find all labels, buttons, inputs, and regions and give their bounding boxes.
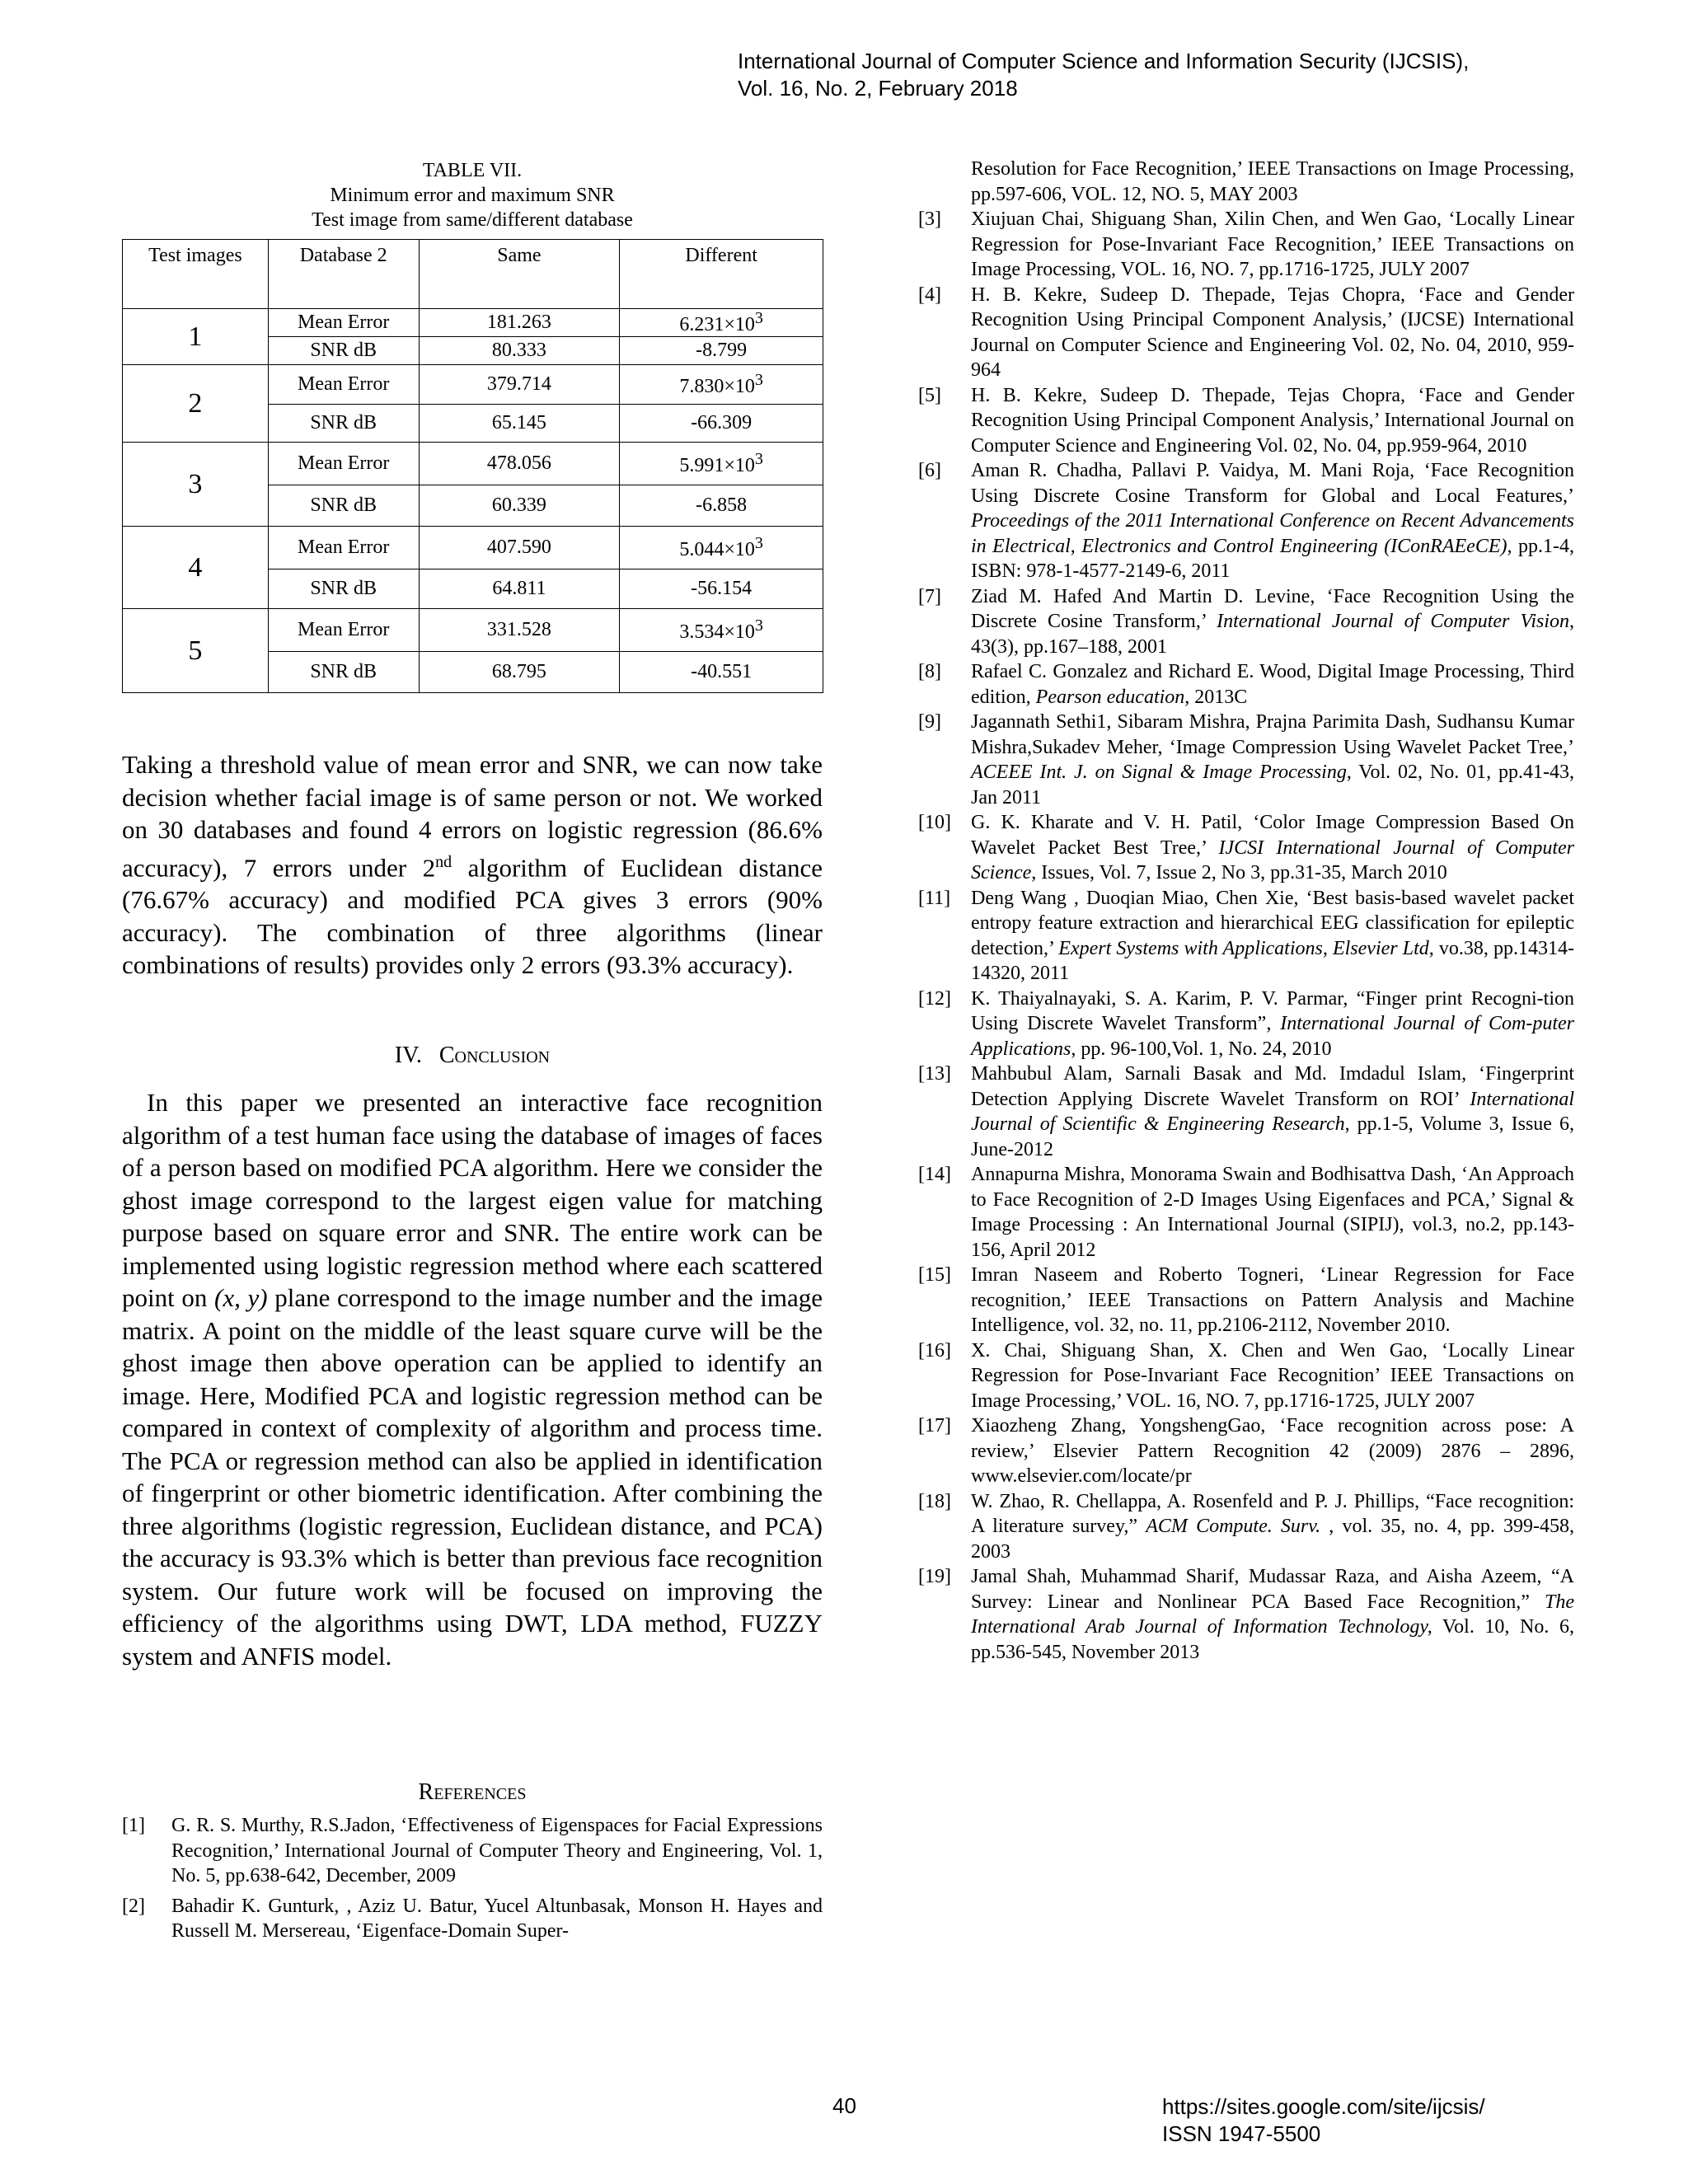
table-subtitle: Test image from same/different database xyxy=(312,209,633,231)
table-row xyxy=(123,365,823,405)
reference-item: [12] K. Thaiyalnayaki, S. A. Karim, P. V. Parmar, “Finger print Recogni-tion Using Discrete Wavelet Transform”, International Journal of Com-puter Applications, pp. 96-100,Vol. 1, No. 24, 2010 xyxy=(918,987,1574,1060)
different-value: $5.991\times 10^3$ xyxy=(620,443,823,485)
metric-label: SNR dB xyxy=(268,405,419,443)
table-row xyxy=(123,309,823,337)
reference-item: [16] X. Chai, Shiguang Shan, X. Chen and Wen Gao, ‘Locally Linear Regression for Pose-Invariant Face Recognition’ IEEE Transactions on Image Processing,’ VOL. 16, NO. 7, pp.1716-1725, JULY 2007 xyxy=(918,1339,1574,1412)
conclusion-heading: IV. Conclusion xyxy=(394,1043,551,1068)
metric-label: Mean Error xyxy=(268,527,419,569)
different-value: $6.231\times 10^3$ xyxy=(620,309,823,337)
different-value: $3.534\times 10^3$ xyxy=(620,609,823,652)
metric-label: SNR dB xyxy=(268,652,419,693)
metric-label: SNR dB xyxy=(268,485,419,527)
results-table xyxy=(122,239,823,693)
reference-item: [7] Ziad M. Hafed And Martin D. Levine, ‘Face Recognition Using the Discrete Cosine Transform,’ International Journal of Computer Vision, 43(3), pp.167–188, 2001 xyxy=(918,585,1575,658)
journal-header-line2: Vol. 16, No. 2, February 2018 xyxy=(738,76,1018,101)
metric-label: Mean Error xyxy=(268,443,419,485)
test-image-index: 2 xyxy=(123,365,269,443)
header-different: Different xyxy=(620,240,823,309)
table-row xyxy=(123,527,823,569)
reference-item: [14] Annapurna Mishra, Monorama Swain and Bodhisattva Dash, ‘An Approach to Face Recognition of 2-D Images Using Eigenfaces and PCA,’ Signal & Image Processing : An International Journal (SIPIJ), vol.3, no.2, pp.143-156, April 2012 xyxy=(918,1164,1574,1261)
header-same: Same xyxy=(419,240,620,309)
same-value: 331.528 xyxy=(419,609,620,652)
metric-label: SNR dB xyxy=(268,569,419,609)
reference-item: [4] H. B. Kekre, Sudeep D. Thepade, Tejas Chopra, ‘Face and Gender Recognition Using Principal Component Analysis,’ (IJCSE) International Journal on Computer Science and Engineering Vol. 02, No. 04, 2010, 959-964 xyxy=(918,284,1574,381)
journal-header-line1: International Journal of Computer Science and Information Security (IJCSIS), xyxy=(738,49,1470,73)
table-title: Minimum error and maximum SNR xyxy=(330,185,615,206)
reference-item: [2] Bahadir K. Gunturk, , Aziz U. Batur, Yucel Altunbasak, Monson H. Hayes and Russell M. Mersereau, ‘Eigenface-Domain Super- xyxy=(122,1895,823,1942)
reference-item: [1] G. R. S. Murthy, R.S.Jadon, ‘Effectiveness of Eigenspaces for Facial Expressions Recognition,’ International Journal of Computer Theory and Engineering, Vol. 1, No. 5, pp.638-642, December, 2009 xyxy=(122,1815,823,1886)
different-value: -56.154 xyxy=(620,569,823,609)
test-image-index: 5 xyxy=(123,609,269,693)
metric-label: Mean Error xyxy=(268,609,419,652)
metric-label: Mean Error xyxy=(268,309,419,337)
page-number: 40 xyxy=(832,2093,856,2118)
table-caption xyxy=(122,158,823,232)
same-value: 407.590 xyxy=(419,527,620,569)
same-value: 68.795 xyxy=(419,652,620,693)
table-row xyxy=(123,443,823,485)
same-value: 64.811 xyxy=(419,569,620,609)
reference-item-continued: Resolution for Face Recognition,’ IEEE Transactions on Image Processing, pp.597-606, VOL. 12, NO. 5, MAY 2003 xyxy=(971,158,1574,205)
same-value: 65.145 xyxy=(419,405,620,443)
reference-item: [17] Xiaozheng Zhang, YongshengGao, ‘Face recognition across pose: A review,’ Elsevier Pattern Recognition 42 (2009) 2876 – 2896, www.elsevier.com/locate/pr xyxy=(918,1415,1574,1487)
different-value: -6.858 xyxy=(620,485,823,527)
conclusion-paragraph: In this paper we presented an interactive face recognition algorithm of a test human face using the database of images of faces of a person based on modified PCA algorithm. Here we consider the ghost image correspond to the largest eigen value for matching purpose based on square error and SNR. The entire work can be implemented using logistic regression method where each scattered point on (x, y) plane correspond to the image number and the image matrix. A point on the middle of the least square curve will be the ghost image then above operation can be applied to identify an image. Here, Modified PCA and logistic regression method can be compared in context of complexity of algorithm and process time. The PCA or regression method can also be applied in identification of fingerprint or other biometric identification. After combining the three algorithms (logistic regression, Euclidean distance, and PCA) the accuracy is 93.3% which is better than previous face recognition system. Our future work will be focused on improving the efficiency of the algorithms using DWT, LDA method, FUZZY system and ANFIS model. xyxy=(122,1088,823,1671)
different-value: $5.044\times 10^3$ xyxy=(620,527,823,569)
header-test-images: Test images xyxy=(123,240,269,309)
journal-issn: ISSN 1947-5500 xyxy=(1162,2121,1321,2146)
references-list-left xyxy=(122,1813,823,1944)
different-value: -40.551 xyxy=(620,652,823,693)
journal-url[interactable]: https://sites.google.com/site/ijcsis/ xyxy=(1162,2094,1485,2119)
different-value: $7.830\times 10^3$ xyxy=(620,365,823,405)
table-row xyxy=(123,609,823,652)
reference-item: [5] H. B. Kekre, Sudeep D. Thepade, Tejas Chopra, ‘Face and Gender Recognition Using Principal Component Analysis,’ International Journal on Computer Science and Engineering Vol. 02, No. 04, pp.959-964, 2010 xyxy=(918,384,1574,457)
reference-item: [9] Jagannath Sethi1, Sibaram Mishra, Prajna Parimita Dash, Sudhansu Kumar Mishra,Sukadev Meher, ‘Image Compression Using Wavelet Packet Tree,’ ACEEE Int. J. on Signal & Image Processing, Vol. 02, No. 01, pp.41-43, Jan 2011 xyxy=(918,711,1574,808)
references-list-right xyxy=(918,157,1574,1665)
journal-footer xyxy=(1162,2093,1485,2148)
table-number: TABLE VII. xyxy=(422,160,523,181)
reference-item: [8] Rafael C. Gonzalez and Richard E. Wood, Digital Image Processing, Third edition, Pearson education, 2013C xyxy=(918,661,1574,708)
test-image-index: 1 xyxy=(123,309,269,365)
references-heading: References xyxy=(418,1779,527,1805)
same-value: 80.333 xyxy=(419,337,620,365)
reference-item: [11] Deng Wang , Duoqian Miao, Chen Xie, ‘Best basis-based wavelet packet entropy feature extraction and hierarchical EEG classification for epileptic detection,’ Expert Systems with Applications, Elsevier Ltd, vo.38, pp.14314-14320, 2011 xyxy=(918,887,1575,984)
same-value: 181.263 xyxy=(419,309,620,337)
reference-item: [6] Aman R. Chadha, Pallavi P. Vaidya, M. Mani Roja, ‘Face Recognition Using Discrete Cosine Transform for Global and Local Features,’ Proceedings of the 2011 International Conference on Recent Advancements in Electrical, Electronics and Control Engineering (IConRAEeCE), pp.1-4, ISBN: 978-1-4577-2149-6, 2011 xyxy=(918,460,1574,582)
metric-label: SNR dB xyxy=(268,337,419,365)
reference-item: [18] W. Zhao, R. Chellappa, A. Rosenfeld and P. J. Phillips, “Face recognition: A literature survey,” ACM Compute. Surv. , vol. 35, no. 4, pp. 399-458, 2003 xyxy=(918,1490,1575,1563)
table-header-row xyxy=(123,240,823,309)
same-value: 60.339 xyxy=(419,485,620,527)
header-database: Database 2 xyxy=(268,240,419,309)
reference-item: [3] Xiujuan Chai, Shiguang Shan, Xilin Chen, and Wen Gao, ‘Locally Linear Regression for Pose-Invariant Face Recognition,’ IEEE Transactions on Image Processing, VOL. 16, NO. 7, pp.1716-1725, JULY 2007 xyxy=(918,209,1574,280)
reference-item: [10] G. K. Kharate and V. H. Patil, ‘Color Image Compression Based On Wavelet Packet Best Tree,’ IJCSI International Journal of Computer Science, Issues, Vol. 7, Issue 2, No 3, pp.31-35, March 2010 xyxy=(918,812,1574,883)
reference-item: [19] Jamal Shah, Muhammad Sharif, Mudassar Raza, and Aisha Azeem, “A Survey: Linear and Nonlinear PCA Based Face Recognition,” The International Arab Journal of Information Technology, Vol. 10, No. 6, pp.536-545, November 2013 xyxy=(918,1566,1574,1663)
different-value: -8.799 xyxy=(620,337,823,365)
reference-item: [15] Imran Naseem and Roberto Togneri, ‘Linear Regression for Face recognition,’ IEEE Transactions on Pattern Analysis and Machine Intelligence, vol. 32, no. 11, pp.2106-2112, November 2010. xyxy=(918,1264,1574,1336)
different-value: -66.309 xyxy=(620,405,823,443)
results-paragraph: Taking a threshold value of mean error and SNR, we can now take decision whether facial image is of same person or not. We worked on 30 databases and found 4 errors on logistic regression (86.6% accuracy), 7 errors under 2nd algorithm of Euclidean distance (76.67% accuracy) and modified PCA gives 3 errors (90% accuracy). The combination of three algorithms (linear combinations of results) provides only 2 errors (93.3% accuracy). xyxy=(122,750,823,980)
journal-header xyxy=(738,48,1469,102)
same-value: 478.056 xyxy=(419,443,620,485)
metric-label: Mean Error xyxy=(268,365,419,405)
test-image-index: 3 xyxy=(123,443,269,527)
reference-item: [13] Mahbubul Alam, Sarnali Basak and Md. Imdadul Islam, ‘Fingerprint Detection Applying Discrete Wavelet Transform on ROI’ International Journal of Scientific & Engineering Research, pp.1-5, Volume 3, Issue 6, June-2012 xyxy=(918,1063,1575,1160)
same-value: 379.714 xyxy=(419,365,620,405)
test-image-index: 4 xyxy=(123,527,269,609)
